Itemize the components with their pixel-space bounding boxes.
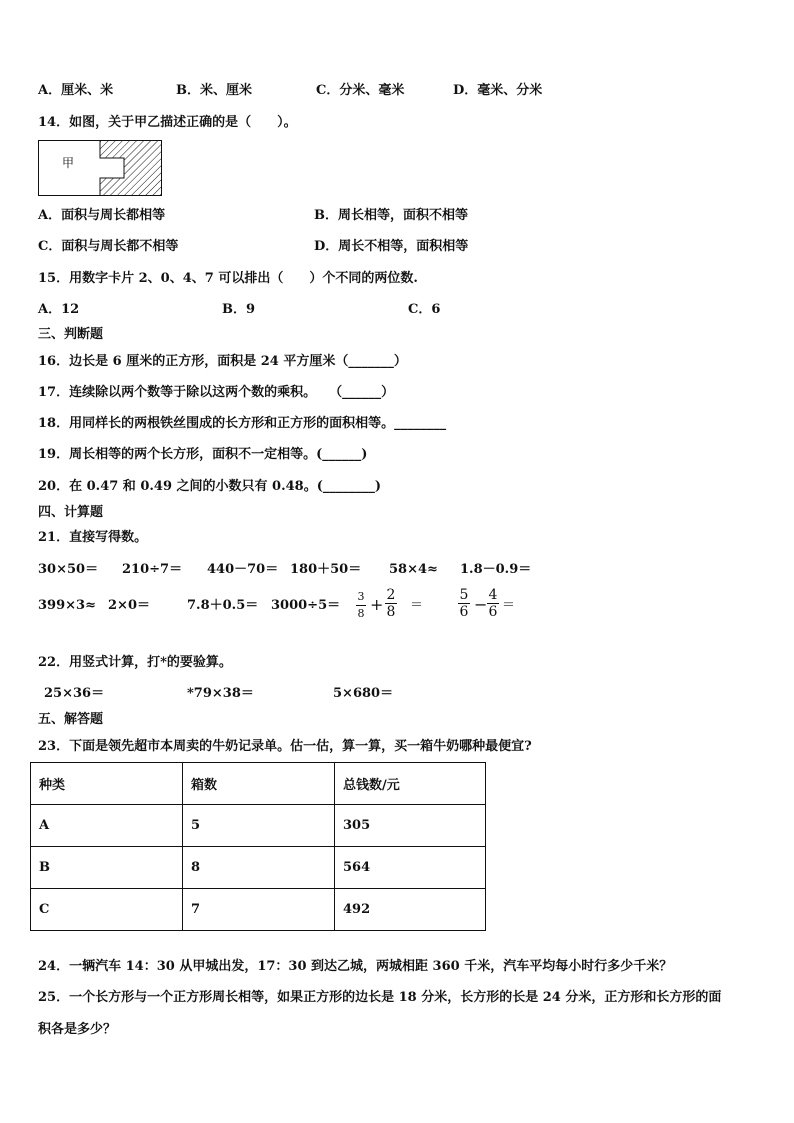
table-row (31, 889, 486, 931)
q15-option-a: A．12 (38, 302, 80, 317)
q25-line-1: 25．一个长方形与一个正方形周长相等，如果正方形的边长是 18 分米，长方形的长是 24 分米，正方形和长方形的面 (38, 990, 722, 1005)
section-3-title: 三、判断题 (38, 327, 104, 342)
q22-stem: 22．用竖式计算，打*的要验算。 (38, 655, 232, 670)
denominator: 8 (357, 607, 365, 620)
table-header-cell: 总钱数/元 (335, 763, 486, 805)
q21-item: 210÷7＝ (122, 562, 183, 577)
plus-sign: + (370, 595, 384, 614)
q21-item: 180＋50＝ (290, 562, 362, 577)
table-cell: 8 (183, 847, 335, 889)
q21-item: 3000÷5＝ (271, 598, 341, 613)
q21-item: 58×4≈ (389, 562, 438, 577)
section-5-title: 五、解答题 (38, 712, 104, 727)
numerator: 3 (357, 590, 365, 603)
q23-stem: 23．下面是领先超市本周卖的牛奶记录单。估一估，算一算，买一箱牛奶哪种最便宜? (38, 739, 532, 754)
q15-option-c: C．6 (408, 302, 441, 317)
table-cell: A (31, 805, 183, 847)
denominator: 8 (386, 604, 396, 620)
q19: 19．周长相等的两个长方形，面积不一定相等。(______) (38, 447, 368, 462)
fraction-5-6 (458, 588, 470, 619)
q15-option-b: B．9 (222, 302, 256, 317)
section-4-title: 四、计算题 (38, 505, 104, 520)
q16: 16．边长是 6 厘米的正方形，面积是 24 平方厘米（_______） (38, 354, 407, 369)
q14-option-b: B．周长相等，面积不相等 (314, 208, 468, 223)
q21-stem: 21．直接写得数。 (38, 530, 148, 545)
q22-item: *79×38＝ (187, 686, 254, 701)
q18: 18．用同样长的两根铁丝围成的长方形和正方形的面积相等。________ (38, 416, 447, 431)
q17: 17．连续除以两个数等于除以这两个数的乘积。 （______） (38, 385, 395, 400)
table-cell: B (31, 847, 183, 889)
q25-line-2: 积各是多少？ (38, 1022, 117, 1037)
milk-sales-table (30, 762, 486, 931)
q24: 24．一辆汽车 14：30 从甲城出发，17：30 到达乙城，两城相距 360 千米，汽车平均每小时行多少千米？ (38, 959, 673, 974)
q15-stem: 15．用数字卡片 2、0、4、7 可以排出（ ）个不同的两位数. (38, 271, 418, 286)
fraction-2-8 (385, 588, 397, 619)
table-cell: 492 (335, 889, 486, 931)
q21-item: 7.8＋0.5＝ (187, 598, 259, 613)
equals-sign: ＝ (410, 598, 424, 613)
q22-item: 5×680＝ (333, 686, 394, 701)
q14-figure (38, 140, 163, 197)
table-row (31, 847, 486, 889)
numerator: 5 (459, 587, 469, 603)
table-header-cell: 种类 (31, 763, 183, 805)
numerator: 4 (488, 587, 498, 603)
numerator: 2 (386, 587, 396, 603)
yi-region (100, 141, 162, 196)
q14-stem: 14．如图，关于甲乙描述正确的是（ ）。 (38, 115, 297, 130)
table-cell: 564 (335, 847, 486, 889)
table-row (31, 805, 486, 847)
q13-option-d: D．毫米、分米 (453, 83, 543, 98)
table-header-cell: 箱数 (183, 763, 335, 805)
q21-item: 440－70＝ (207, 562, 279, 577)
q21-item: 2×0＝ (108, 598, 150, 613)
fraction-3-8 (356, 590, 366, 621)
q13-option-a: A．厘米、米 (38, 83, 114, 98)
table-header-row (31, 763, 486, 805)
q14-option-a: A．面积与周长都相等 (38, 208, 166, 223)
jia-label: 甲 (62, 156, 75, 170)
denominator: 6 (459, 604, 469, 620)
q13-option-c: C．分米、毫米 (316, 83, 405, 98)
denominator: 6 (488, 604, 498, 620)
q21-item: 1.8－0.9＝ (460, 562, 532, 577)
q13-option-b: B．米、厘米 (176, 83, 252, 98)
minus-sign: − (474, 595, 488, 614)
table-cell: 7 (183, 889, 335, 931)
q14-option-d: D．周长不相等，面积相等 (314, 239, 469, 254)
equals-sign: ＝ (502, 598, 516, 613)
table-cell: C (31, 889, 183, 931)
fraction-4-6 (487, 588, 499, 619)
q21-item: 30×50＝ (38, 562, 99, 577)
table-cell: 5 (183, 805, 335, 847)
q14-option-c: C．面积与周长都不相等 (38, 239, 179, 254)
q20: 20．在 0.47 和 0.49 之间的小数只有 0.48。(________) (38, 479, 382, 494)
table-cell: 305 (335, 805, 486, 847)
q22-item: 25×36＝ (44, 686, 105, 701)
q21-item: 399×3≈ (38, 598, 96, 613)
